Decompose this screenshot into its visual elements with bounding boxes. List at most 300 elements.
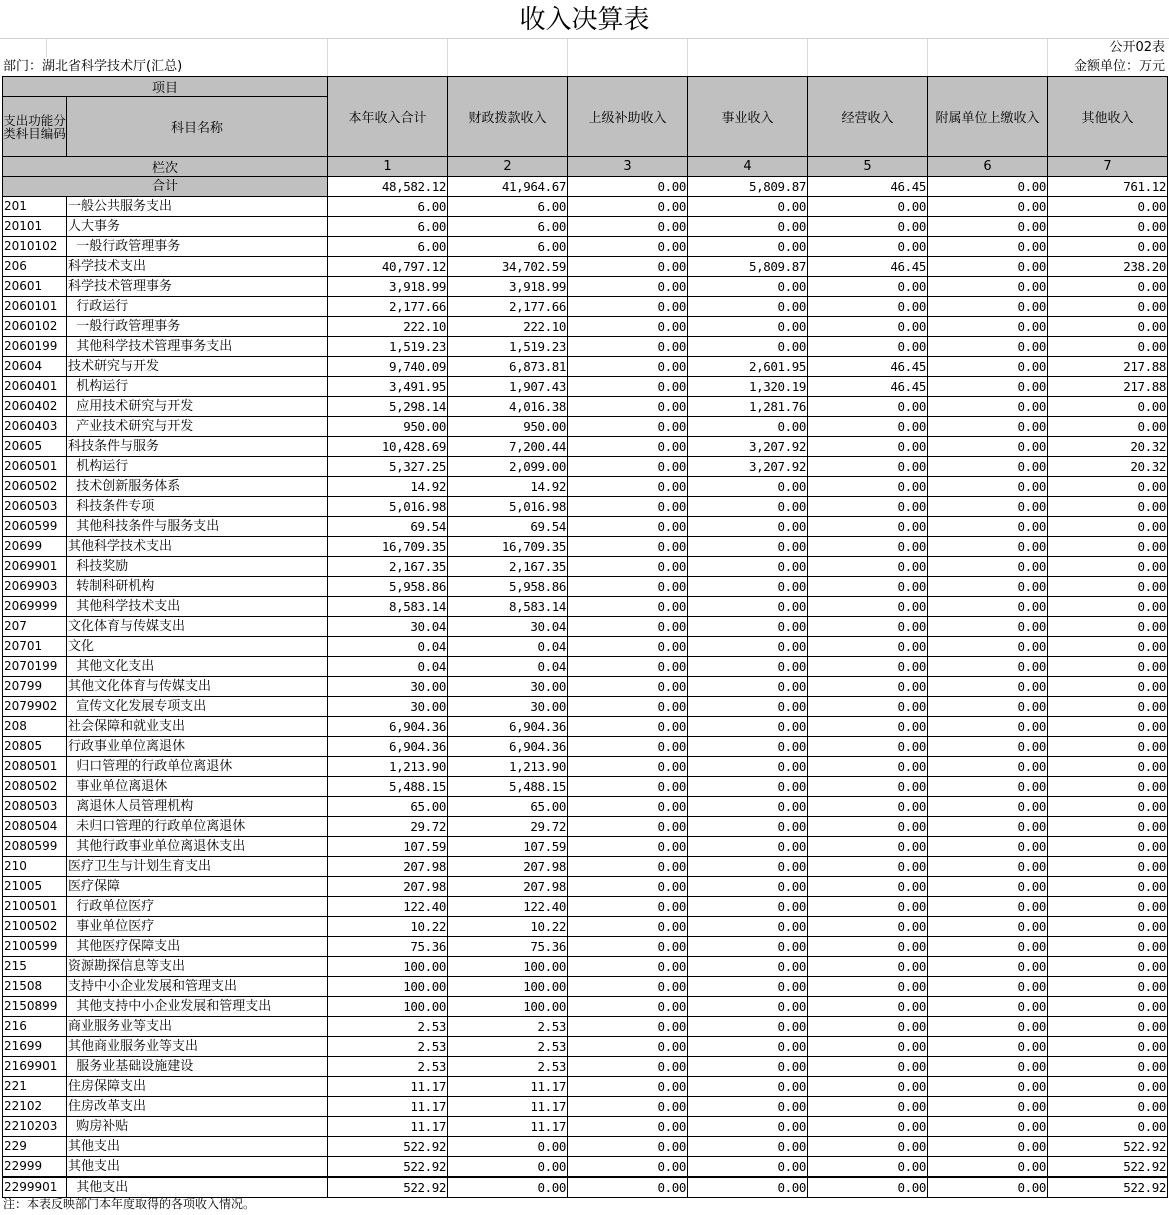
row-value: 0.00 — [568, 277, 688, 297]
row-value: 0.00 — [808, 637, 928, 657]
row-value: 0.00 — [928, 337, 1048, 357]
table-row — [3, 1037, 1168, 1057]
row-value: 0.00 — [928, 577, 1048, 597]
row-value: 0.00 — [568, 1177, 688, 1198]
row-code: 2069903 — [3, 577, 67, 597]
row-value: 10.22 — [448, 917, 568, 937]
row-name: 归口管理的行政单位离退休 — [67, 757, 328, 777]
row-value: 3,918.99 — [328, 277, 448, 297]
table-row — [3, 937, 1168, 957]
row-value: 9,740.09 — [328, 357, 448, 377]
row-name: 商业服务业等支出 — [67, 1017, 328, 1037]
row-value: 0.00 — [928, 437, 1048, 457]
row-value: 0.00 — [688, 837, 808, 857]
row-value: 0.00 — [688, 1097, 808, 1117]
row-name: 行政单位医疗 — [67, 897, 328, 917]
row-name: 机构运行 — [67, 377, 328, 397]
row-value: 0.00 — [688, 337, 808, 357]
row-value: 0.00 — [688, 717, 808, 737]
row-name: 其他支出 — [67, 1157, 328, 1178]
row-value: 2.53 — [328, 1037, 448, 1057]
row-value: 0.00 — [1048, 197, 1168, 217]
row-value: 0.00 — [808, 1037, 928, 1057]
row-value: 0.00 — [568, 257, 688, 277]
row-value: 0.00 — [568, 577, 688, 597]
row-value: 0.00 — [808, 337, 928, 357]
row-value: 0.00 — [808, 197, 928, 217]
row-code: 20701 — [3, 637, 67, 657]
row-value: 0.00 — [568, 1137, 688, 1157]
row-value: 11.17 — [328, 1117, 448, 1137]
row-value: 0.00 — [1048, 277, 1168, 297]
row-name: 医疗卫生与计划生育支出 — [67, 857, 328, 877]
row-code: 2079902 — [3, 697, 67, 717]
row-name: 宣传文化发展专项支出 — [67, 697, 328, 717]
table-row — [3, 217, 1168, 237]
table-row — [3, 197, 1168, 217]
table-row — [3, 397, 1168, 417]
row-value: 1,213.90 — [448, 757, 568, 777]
row-value: 0.00 — [928, 977, 1048, 997]
row-value: 0.00 — [688, 1037, 808, 1057]
row-value: 0.00 — [808, 277, 928, 297]
row-name: 其他科技条件与服务支出 — [67, 517, 328, 537]
row-value: 0.00 — [688, 637, 808, 657]
row-value: 1,320.19 — [688, 377, 808, 397]
row-value: 5,327.25 — [328, 457, 448, 477]
row-value: 0.00 — [928, 377, 1048, 397]
row-value: 20.32 — [1048, 437, 1168, 457]
row-value: 0.00 — [1048, 857, 1168, 877]
row-value: 29.72 — [328, 817, 448, 837]
row-value: 0.00 — [568, 217, 688, 237]
row-code: 2080501 — [3, 757, 67, 777]
row-value: 0.00 — [1048, 597, 1168, 617]
row-value: 0.00 — [808, 897, 928, 917]
table-row — [3, 957, 1168, 977]
row-value: 0.00 — [568, 977, 688, 997]
row-value: 0.00 — [808, 957, 928, 977]
row-code: 2150899 — [3, 997, 67, 1017]
table-row — [3, 617, 1168, 637]
row-value: 0.00 — [448, 1177, 568, 1198]
row-value: 1,519.23 — [448, 337, 568, 357]
row-value: 0.00 — [808, 1017, 928, 1037]
header-item: 项目 — [3, 77, 328, 97]
row-value: 30.04 — [328, 617, 448, 637]
row-value: 0.00 — [568, 477, 688, 497]
row-value: 0.00 — [808, 517, 928, 537]
row-code: 2080599 — [3, 837, 67, 857]
row-value: 0.00 — [928, 297, 1048, 317]
row-value: 16,709.35 — [448, 537, 568, 557]
row-value: 0.00 — [928, 257, 1048, 277]
row-value: 0.00 — [1048, 677, 1168, 697]
row-value: 0.00 — [568, 497, 688, 517]
table-row — [3, 597, 1168, 617]
table-row — [3, 817, 1168, 837]
row-name: 社会保障和就业支出 — [67, 717, 328, 737]
row-value: 6,904.36 — [328, 717, 448, 737]
row-value: 75.36 — [328, 937, 448, 957]
header-col-6: 附属单位上缴收入 — [928, 77, 1048, 157]
row-value: 5,958.86 — [448, 577, 568, 597]
row-value: 0.00 — [808, 297, 928, 317]
row-value: 0.00 — [688, 297, 808, 317]
row-code: 210 — [3, 857, 67, 877]
row-name: 其他支出 — [67, 1137, 328, 1157]
row-value: 0.00 — [808, 997, 928, 1017]
row-value: 1,281.76 — [688, 397, 808, 417]
row-name: 其他医疗保障支出 — [67, 937, 328, 957]
row-value: 0.00 — [1048, 737, 1168, 757]
row-value: 7,200.44 — [448, 437, 568, 457]
table-row — [3, 257, 1168, 277]
row-value: 0.00 — [928, 617, 1048, 637]
row-value: 0.00 — [808, 397, 928, 417]
total-value: 761.12 — [1048, 177, 1168, 197]
row-value: 0.00 — [808, 597, 928, 617]
table-row — [3, 577, 1168, 597]
table-row — [3, 857, 1168, 877]
row-value: 950.00 — [448, 417, 568, 437]
row-name: 住房改革支出 — [67, 1097, 328, 1117]
row-name: 一般行政管理事务 — [67, 317, 328, 337]
table-row — [3, 897, 1168, 917]
meta-gridline — [327, 38, 448, 76]
row-value: 34,702.59 — [448, 257, 568, 277]
row-value: 65.00 — [328, 797, 448, 817]
row-value: 0.00 — [928, 837, 1048, 857]
row-code: 22999 — [3, 1157, 67, 1178]
row-value: 0.00 — [1048, 657, 1168, 677]
table-row — [3, 337, 1168, 357]
row-name: 其他支出 — [67, 1177, 328, 1198]
row-name: 购房补贴 — [67, 1117, 328, 1137]
row-value: 0.00 — [808, 1057, 928, 1077]
row-code: 21508 — [3, 977, 67, 997]
row-value: 65.00 — [448, 797, 568, 817]
total-value: 0.00 — [568, 177, 688, 197]
row-name: 文化体育与传媒支出 — [67, 617, 328, 637]
row-value: 0.00 — [568, 377, 688, 397]
row-value: 100.00 — [448, 997, 568, 1017]
row-value: 222.10 — [328, 317, 448, 337]
row-value: 0.00 — [1048, 1057, 1168, 1077]
row-name: 事业单位离退休 — [67, 777, 328, 797]
unit-label: 金额单位：万元 — [1073, 59, 1165, 74]
row-value: 0.00 — [568, 857, 688, 877]
row-value: 0.00 — [688, 557, 808, 577]
row-value: 5,298.14 — [328, 397, 448, 417]
row-value: 0.00 — [688, 597, 808, 617]
row-code: 2060599 — [3, 517, 67, 537]
row-name: 其他商业服务业等支出 — [67, 1037, 328, 1057]
row-value: 0.00 — [1048, 517, 1168, 537]
row-code: 22102 — [3, 1097, 67, 1117]
total-label: 合计 — [3, 177, 328, 197]
row-value: 0.00 — [928, 1057, 1048, 1077]
row-value: 0.00 — [1048, 897, 1168, 917]
row-value: 0.00 — [688, 197, 808, 217]
row-value: 46.45 — [808, 257, 928, 277]
row-value: 0.00 — [928, 197, 1048, 217]
row-value: 0.00 — [1048, 797, 1168, 817]
row-value: 0.00 — [928, 1037, 1048, 1057]
row-value: 11.17 — [448, 1117, 568, 1137]
row-value: 20.32 — [1048, 457, 1168, 477]
row-name: 其他文化支出 — [67, 657, 328, 677]
row-code: 2100599 — [3, 937, 67, 957]
row-value: 4,016.38 — [448, 397, 568, 417]
row-value: 0.00 — [928, 817, 1048, 837]
row-value: 0.00 — [688, 957, 808, 977]
row-name: 一般公共服务支出 — [67, 197, 328, 217]
row-value: 75.36 — [448, 937, 568, 957]
row-name: 行政事业单位离退休 — [67, 737, 328, 757]
row-value: 0.00 — [568, 817, 688, 837]
row-value: 6.00 — [328, 197, 448, 217]
row-value: 522.92 — [1048, 1177, 1168, 1198]
row-value: 0.00 — [808, 837, 928, 857]
row-value: 0.00 — [928, 597, 1048, 617]
table-row — [3, 977, 1168, 997]
col-number: 2 — [448, 157, 568, 177]
row-name: 一般行政管理事务 — [67, 237, 328, 257]
row-value: 0.00 — [568, 697, 688, 717]
row-value: 0.00 — [928, 877, 1048, 897]
row-value: 0.00 — [928, 777, 1048, 797]
row-value: 6.00 — [448, 197, 568, 217]
row-value: 0.00 — [568, 1117, 688, 1137]
row-value: 0.00 — [1048, 937, 1168, 957]
row-value: 2.53 — [328, 1017, 448, 1037]
table-note: 注：本表反映部门本年度取得的各项收入情况。 — [3, 1197, 256, 1211]
row-value: 0.00 — [928, 1017, 1048, 1037]
row-name: 科技条件专项 — [67, 497, 328, 517]
row-name: 转制科研机构 — [67, 577, 328, 597]
row-value: 0.00 — [568, 637, 688, 657]
table-row — [3, 917, 1168, 937]
row-value: 122.40 — [328, 897, 448, 917]
table-header — [3, 77, 1168, 177]
row-code: 20799 — [3, 677, 67, 697]
row-value: 950.00 — [328, 417, 448, 437]
row-value: 0.00 — [448, 1157, 568, 1178]
row-value: 0.00 — [808, 537, 928, 557]
row-name: 行政运行 — [67, 297, 328, 317]
row-value: 0.00 — [1048, 577, 1168, 597]
row-value: 0.00 — [808, 617, 928, 637]
row-value: 0.00 — [928, 697, 1048, 717]
department-label: 部门：湖北省科学技术厅(汇总) — [3, 59, 183, 74]
row-value: 222.10 — [448, 317, 568, 337]
row-value: 0.00 — [1048, 717, 1168, 737]
row-value: 30.00 — [448, 677, 568, 697]
row-code: 2060401 — [3, 377, 67, 397]
row-value: 0.00 — [928, 1077, 1048, 1097]
row-value: 0.00 — [808, 757, 928, 777]
row-code: 206 — [3, 257, 67, 277]
row-value: 0.00 — [808, 777, 928, 797]
meta-gridline — [927, 38, 1048, 76]
row-value: 46.45 — [808, 357, 928, 377]
row-value: 8,583.14 — [448, 597, 568, 617]
col-number: 5 — [808, 157, 928, 177]
row-value: 0.00 — [568, 1157, 688, 1178]
row-value: 100.00 — [448, 957, 568, 977]
row-value: 0.00 — [808, 237, 928, 257]
row-value: 0.00 — [808, 1117, 928, 1137]
row-value: 6,904.36 — [448, 737, 568, 757]
row-code: 2100501 — [3, 897, 67, 917]
row-value: 0.00 — [1048, 497, 1168, 517]
row-value: 1,213.90 — [328, 757, 448, 777]
row-name: 人大事务 — [67, 217, 328, 237]
table-row — [3, 437, 1168, 457]
row-name: 技术研究与开发 — [67, 357, 328, 377]
row-value: 0.00 — [928, 277, 1048, 297]
table-row — [3, 757, 1168, 777]
row-value: 0.00 — [568, 677, 688, 697]
row-value: 0.00 — [808, 457, 928, 477]
row-value: 0.00 — [568, 1017, 688, 1037]
table-row — [3, 1057, 1168, 1077]
row-code: 2299901 — [3, 1177, 67, 1198]
row-value: 0.00 — [928, 857, 1048, 877]
row-value: 0.00 — [568, 997, 688, 1017]
row-value: 0.00 — [808, 317, 928, 337]
row-value: 0.00 — [1048, 417, 1168, 437]
row-name: 科技条件与服务 — [67, 437, 328, 457]
row-value: 0.00 — [808, 677, 928, 697]
row-value: 69.54 — [448, 517, 568, 537]
row-value: 0.00 — [568, 197, 688, 217]
row-value: 0.04 — [448, 637, 568, 657]
row-value: 0.00 — [1048, 997, 1168, 1017]
row-value: 0.00 — [808, 817, 928, 837]
row-value: 0.00 — [928, 537, 1048, 557]
row-value: 29.72 — [448, 817, 568, 837]
row-value: 0.00 — [568, 537, 688, 557]
row-value: 0.00 — [568, 797, 688, 817]
row-code: 2080502 — [3, 777, 67, 797]
total-value: 41,964.67 — [448, 177, 568, 197]
row-code: 2070199 — [3, 657, 67, 677]
row-value: 0.00 — [688, 857, 808, 877]
row-value: 0.00 — [808, 937, 928, 957]
table-row — [3, 777, 1168, 797]
row-value: 0.00 — [688, 937, 808, 957]
row-code: 2210203 — [3, 1117, 67, 1137]
row-name: 其他行政事业单位离退休支出 — [67, 837, 328, 857]
row-value: 6.00 — [448, 237, 568, 257]
row-code: 229 — [3, 1137, 67, 1157]
row-value: 0.00 — [688, 1117, 808, 1137]
row-value: 0.00 — [688, 1157, 808, 1178]
row-value: 207.98 — [448, 877, 568, 897]
row-value: 0.00 — [928, 217, 1048, 237]
row-value: 522.92 — [1048, 1157, 1168, 1178]
row-value: 0.00 — [688, 1017, 808, 1037]
row-value: 8,583.14 — [328, 597, 448, 617]
row-value: 0.00 — [568, 597, 688, 617]
row-name: 应用技术研究与开发 — [67, 397, 328, 417]
row-value: 0.00 — [1048, 397, 1168, 417]
row-value: 11.17 — [448, 1077, 568, 1097]
table-row — [3, 677, 1168, 697]
row-value: 0.00 — [568, 957, 688, 977]
header-row-label: 栏次 — [3, 157, 328, 177]
row-value: 0.00 — [1048, 777, 1168, 797]
row-value: 5,488.15 — [448, 777, 568, 797]
row-value: 0.00 — [568, 877, 688, 897]
row-value: 0.00 — [688, 497, 808, 517]
table-row — [3, 1117, 1168, 1137]
row-value: 0.00 — [568, 617, 688, 637]
row-value: 0.00 — [688, 657, 808, 677]
meta-gridline — [687, 38, 808, 76]
row-value: 0.00 — [568, 777, 688, 797]
row-value: 0.00 — [928, 237, 1048, 257]
row-code: 2060199 — [3, 337, 67, 357]
table-row — [3, 637, 1168, 657]
row-value: 0.00 — [568, 337, 688, 357]
row-value: 522.92 — [328, 1177, 448, 1198]
row-value: 2,167.35 — [448, 557, 568, 577]
row-value: 0.00 — [568, 1077, 688, 1097]
row-value: 0.04 — [328, 657, 448, 677]
row-value: 0.00 — [688, 777, 808, 797]
row-value: 0.00 — [688, 917, 808, 937]
row-value: 0.00 — [568, 1037, 688, 1057]
row-value: 100.00 — [328, 977, 448, 997]
row-value: 40,797.12 — [328, 257, 448, 277]
row-name: 其他科学技术管理事务支出 — [67, 337, 328, 357]
row-code: 2060102 — [3, 317, 67, 337]
table-row — [3, 1077, 1168, 1097]
row-name: 服务业基础设施建设 — [67, 1057, 328, 1077]
row-value: 5,488.15 — [328, 777, 448, 797]
row-value: 0.00 — [808, 857, 928, 877]
row-value: 0.00 — [568, 237, 688, 257]
row-value: 217.88 — [1048, 357, 1168, 377]
row-value: 0.00 — [1048, 317, 1168, 337]
row-code: 20605 — [3, 437, 67, 457]
row-value: 0.00 — [808, 1177, 928, 1198]
row-value: 10,428.69 — [328, 437, 448, 457]
row-value: 0.00 — [688, 897, 808, 917]
row-name: 文化 — [67, 637, 328, 657]
table-row — [3, 317, 1168, 337]
col-number: 7 — [1048, 157, 1168, 177]
row-value: 0.00 — [1048, 477, 1168, 497]
row-name: 离退休人员管理机构 — [67, 797, 328, 817]
row-value: 0.00 — [568, 317, 688, 337]
table-row — [3, 537, 1168, 557]
table-row — [3, 377, 1168, 397]
row-value: 122.40 — [448, 897, 568, 917]
row-value: 0.00 — [688, 1057, 808, 1077]
table-row — [3, 797, 1168, 817]
table-row — [3, 997, 1168, 1017]
table-row — [3, 557, 1168, 577]
row-name: 未归口管理的行政单位离退休 — [67, 817, 328, 837]
row-value: 0.00 — [928, 1137, 1048, 1157]
table-row — [3, 357, 1168, 377]
row-value: 0.00 — [1048, 1117, 1168, 1137]
row-value: 0.00 — [568, 737, 688, 757]
